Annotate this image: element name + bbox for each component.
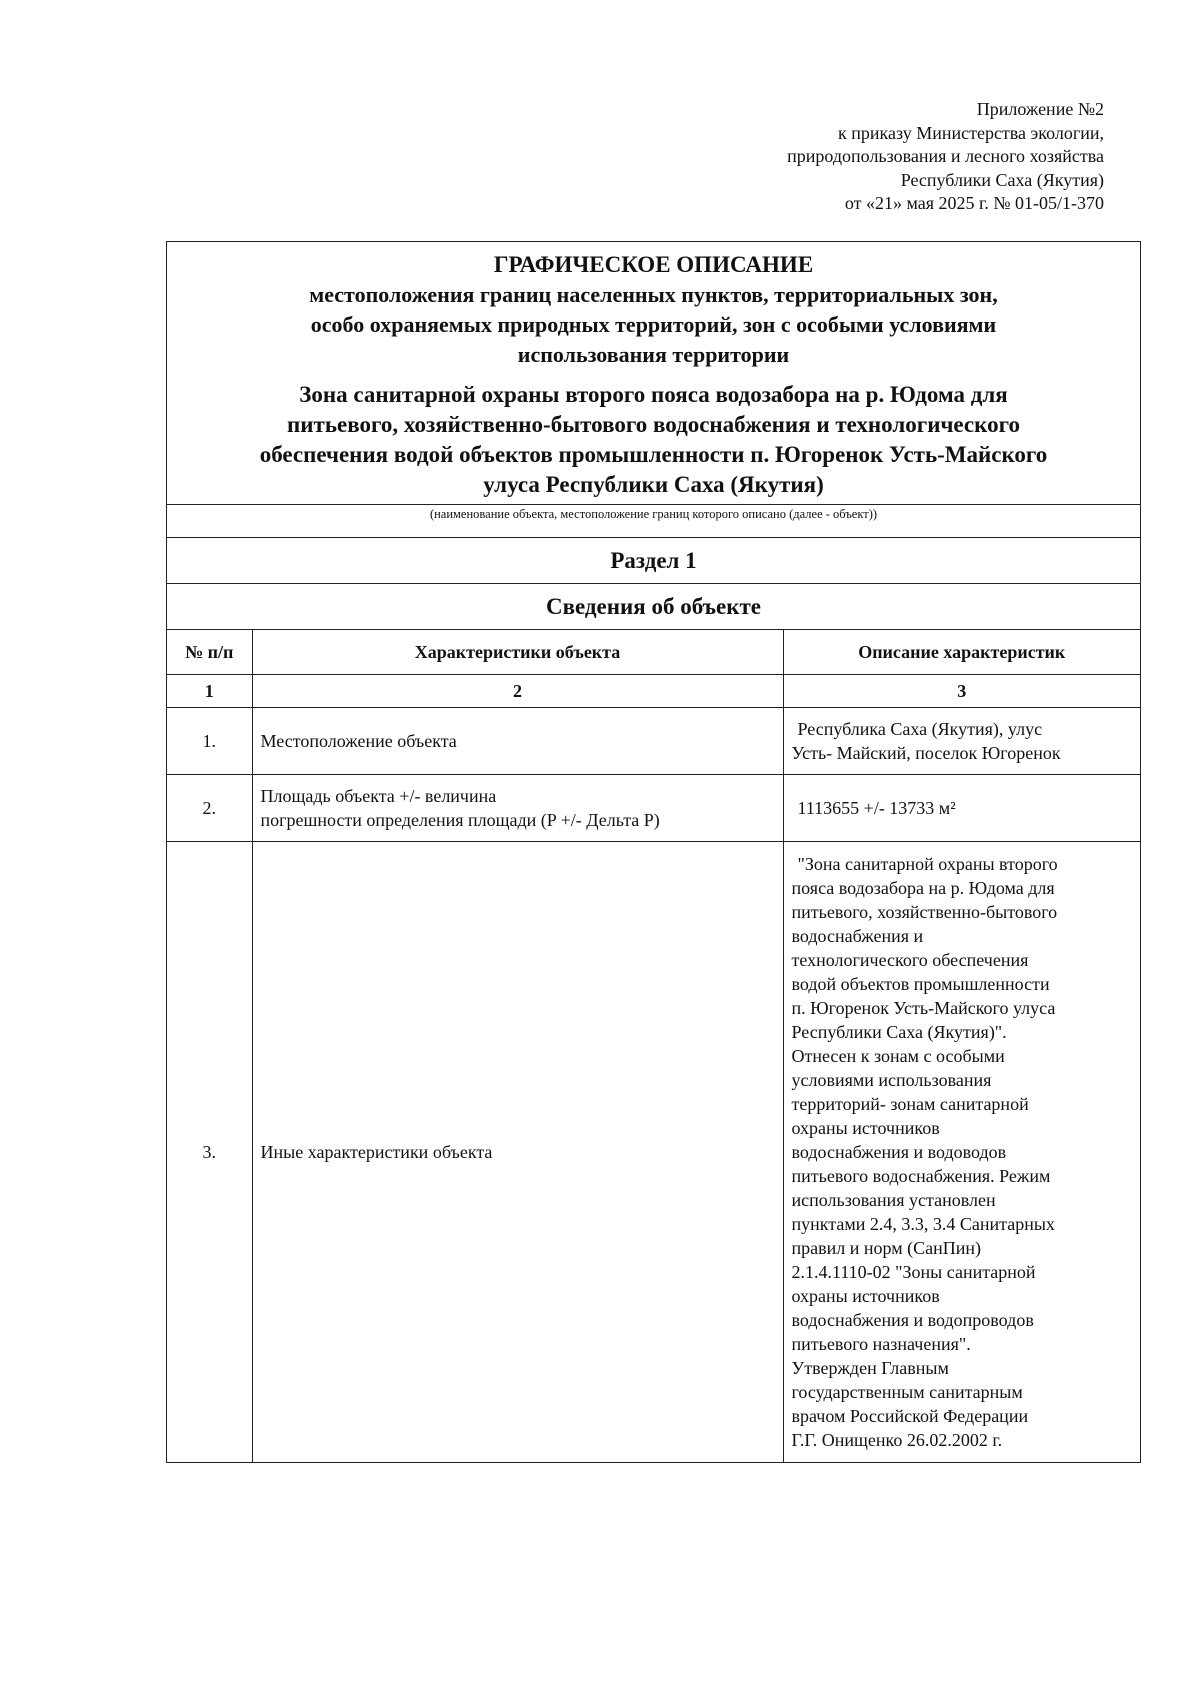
row-characteristic: [252, 708, 783, 775]
title-block: [167, 242, 1140, 504]
section-title: Раздел 1: [167, 538, 1140, 584]
description-line: Усть- Майский, поселок Югоренок: [791, 743, 1061, 763]
description-line: 2.1.4.1110-02 "Зоны санитарной: [791, 1262, 1036, 1282]
index-cell: 1: [167, 675, 252, 708]
description-line: Республика Саха (Якутия), улус: [797, 719, 1043, 739]
description-line: правил и норм (СанПин): [791, 1238, 982, 1258]
description-line: 1113655 +/- 13733 м²: [797, 798, 956, 818]
description-line: Г.Г. Онищенко 26.02.2002 г.: [791, 1430, 1003, 1450]
table-index-row: [167, 675, 1140, 708]
characteristic-line: погрешности определения площади (P +/- Дельта P): [260, 810, 660, 830]
table-header-row: [167, 630, 1140, 675]
object-info-table: [167, 630, 1140, 1462]
index-cell: 2: [252, 675, 783, 708]
object-name-line: обеспечения водой объектов промышленности п. Югоренок Усть-Майского: [259, 442, 1048, 467]
description-line: п. Югоренок Усть-Майского улуса: [791, 998, 1056, 1018]
appendix-line: к приказу Министерства экологии,: [837, 122, 1104, 143]
title-subtitle-line: особо охраняемых природных территорий, зон с особыми условиями: [310, 312, 997, 337]
row-description: [783, 775, 1140, 842]
description-line: питьевого водоснабжения. Режим: [791, 1166, 1051, 1186]
row-characteristic: [252, 842, 783, 1463]
description-line: "Зона санитарной охраны второго: [797, 854, 1058, 874]
object-name-line: питьевого, хозяйственно-бытового водоснабжения и технологического: [287, 412, 1020, 437]
appendix-line: от «21» мая 2025 г. № 01-05/1-370: [844, 193, 1104, 213]
description-line: пояса водозабора на р. Юдома для: [791, 878, 1055, 898]
row-description: [783, 842, 1140, 1463]
object-caption: (наименование объекта, местоположение границ которого описано (далее - объект)): [429, 507, 878, 521]
description-line: питьевого, хозяйственно-бытового: [791, 902, 1058, 922]
description-line: использования установлен: [791, 1190, 996, 1210]
description-line: водоснабжения и водопроводов: [791, 1310, 1034, 1330]
row-number: 3.: [167, 842, 252, 1463]
title-subtitle-line: местоположения границ населенных пунктов, территориальных зон,: [309, 282, 998, 307]
document-frame: [166, 241, 1141, 1463]
object-name-line: улуса Республики Саха (Якутия): [483, 472, 824, 497]
characteristic-line: Местоположение объекта: [260, 731, 457, 751]
object-caption-row: [167, 504, 1140, 538]
appendix-line: Республики Саха (Якутия): [900, 169, 1104, 190]
table-row: [167, 842, 1140, 1463]
document-title: ГРАФИЧЕСКОЕ ОПИСАНИЕ: [493, 252, 814, 277]
header-description: Описание характеристик: [783, 630, 1140, 675]
description-line: условиями использования: [791, 1070, 992, 1090]
description-line: Отнесен к зонам с особыми: [791, 1046, 1005, 1066]
description-line: государственным санитарным: [791, 1382, 1023, 1402]
description-line: охраны источников: [791, 1286, 940, 1306]
characteristic-line: Иные характеристики объекта: [260, 1142, 493, 1162]
table-row: [167, 775, 1140, 842]
table-row: [167, 708, 1140, 775]
description-line: водой объектов промышленности: [791, 974, 1050, 994]
object-name-line: Зона санитарной охраны второго пояса водозабора на р. Юдома для: [299, 382, 1008, 407]
characteristic-line: Площадь объекта +/- величина: [260, 786, 497, 806]
description-line: врачом Российской Федерации: [791, 1406, 1029, 1426]
description-line: Республики Саха (Якутия)".: [791, 1022, 1007, 1042]
description-line: пунктами 2.4, 3.3, 3.4 Санитарных: [791, 1214, 1055, 1234]
info-title: Сведения об объекте: [167, 584, 1140, 630]
header-characteristics: Характеристики объекта: [252, 630, 783, 675]
title-subtitle-line: использования территории: [517, 342, 790, 367]
description-line: водоснабжения и: [791, 926, 924, 946]
header-number: № п/п: [167, 630, 252, 675]
description-line: водоснабжения и водоводов: [791, 1142, 1007, 1162]
object-name: [177, 380, 1130, 500]
description-line: территорий- зонам санитарной: [791, 1094, 1029, 1114]
row-description: [783, 708, 1140, 775]
appendix-line: природопользования и лесного хозяйства: [787, 146, 1104, 166]
appendix-header: [787, 98, 1104, 216]
description-line: охраны источников: [791, 1118, 940, 1138]
index-cell: 3: [783, 675, 1140, 708]
description-line: Утвержден Главным: [791, 1358, 949, 1378]
description-line: питьевого назначения".: [791, 1334, 971, 1354]
row-number: 1.: [167, 708, 252, 775]
row-number: 2.: [167, 775, 252, 842]
description-line: технологического обеспечения: [791, 950, 1029, 970]
row-characteristic: [252, 775, 783, 842]
appendix-line: Приложение №2: [976, 99, 1104, 119]
